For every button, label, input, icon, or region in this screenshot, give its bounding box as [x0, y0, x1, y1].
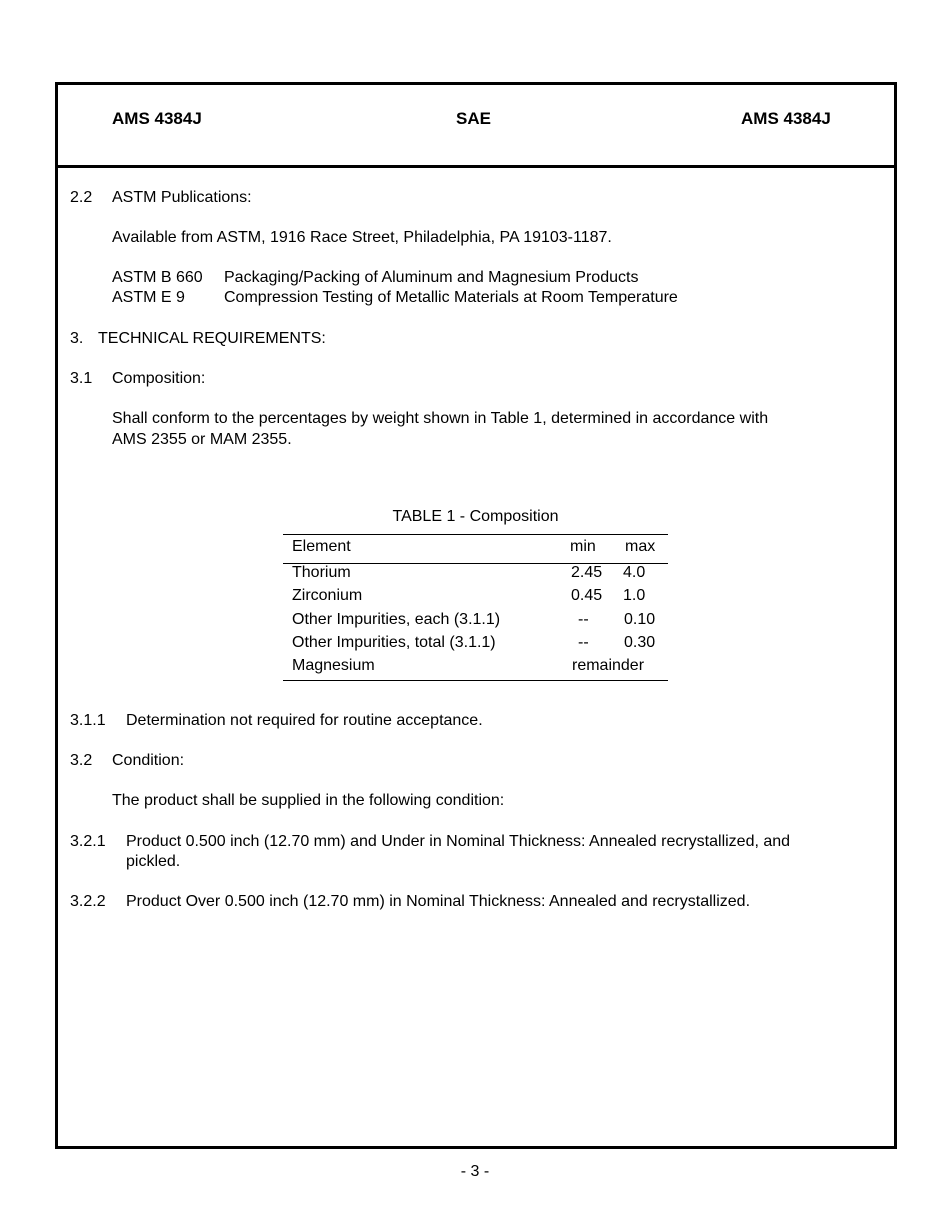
- section-3-2-title: Condition:: [112, 752, 185, 769]
- section-3-1-title: Composition:: [112, 370, 206, 387]
- table-cell-max: 4.0: [623, 564, 646, 581]
- section-2-2-title: ASTM Publications:: [112, 189, 252, 206]
- section-3-1-body-line1: Shall conform to the percentages by weight shown in Table 1, determined in accordance with: [112, 410, 769, 427]
- table-cell-element: Other Impurities, total (3.1.1): [292, 634, 496, 651]
- table-header-max: max: [625, 538, 656, 555]
- header-center-title: SAE: [456, 109, 491, 128]
- table-cell-min: 2.45: [571, 564, 603, 581]
- table-cell-element: Magnesium: [292, 657, 375, 674]
- table-header-element: Element: [292, 538, 351, 555]
- table-cell-element: Thorium: [292, 564, 351, 581]
- section-3-2-1-line2: pickled.: [126, 853, 181, 870]
- reference-code: ASTM B 660: [112, 269, 203, 286]
- header-right-code: AMS 4384J: [741, 109, 831, 128]
- table-cell-min: --: [578, 634, 589, 651]
- table-cell-element: Other Impurities, each (3.1.1): [292, 611, 501, 628]
- table-cell-max: 0.30: [624, 634, 656, 651]
- section-3-1-body-line2: AMS 2355 or MAM 2355.: [112, 431, 292, 448]
- reference-title: Compression Testing of Metallic Materials at Room Temperature: [224, 289, 678, 306]
- section-3-2-number: 3.2: [70, 752, 93, 769]
- table-bottom-rule: [283, 680, 668, 681]
- section-2-2-number: 2.2: [70, 189, 93, 206]
- page-number: - 3 -: [460, 1163, 490, 1180]
- header-left-code: AMS 4384J: [112, 109, 202, 128]
- table-cell-max: 0.10: [624, 611, 656, 628]
- reference-code: ASTM E 9: [112, 289, 185, 306]
- section-3-2-2-text: Product Over 0.500 inch (12.70 mm) in Nominal Thickness: Annealed and recrystallized.: [126, 893, 751, 910]
- table-cell-span: remainder: [572, 657, 645, 674]
- reference-title: Packaging/Packing of Aluminum and Magnesium Products: [224, 269, 639, 286]
- section-3-2-2-number: 3.2.2: [70, 893, 106, 910]
- table-header-min: min: [570, 538, 596, 555]
- table-cell-element: Zirconium: [292, 587, 363, 604]
- section-3-1-1-number: 3.1.1: [70, 712, 106, 729]
- section-3-title: TECHNICAL REQUIREMENTS:: [98, 330, 326, 347]
- section-3-1-1-text: Determination not required for routine acceptance.: [126, 712, 483, 729]
- section-3-2-1-number: 3.2.1: [70, 833, 106, 850]
- table-top-rule: [283, 534, 668, 535]
- astm-availability: Available from ASTM, 1916 Race Street, Philadelphia, PA 19103-1187.: [112, 229, 612, 246]
- section-3-1-number: 3.1: [70, 370, 93, 387]
- table-cell-min: 0.45: [571, 587, 603, 604]
- table-cell-max: 1.0: [623, 587, 646, 604]
- section-3-number: 3.: [70, 330, 84, 347]
- table-caption: TABLE 1 - Composition: [392, 508, 559, 525]
- section-3-2-body: The product shall be supplied in the following condition:: [112, 792, 505, 809]
- section-3-2-1-line1: Product 0.500 inch (12.70 mm) and Under in Nominal Thickness: Annealed recrystallized, and: [126, 833, 791, 850]
- table-cell-min: --: [578, 611, 589, 628]
- header-divider: [55, 165, 897, 168]
